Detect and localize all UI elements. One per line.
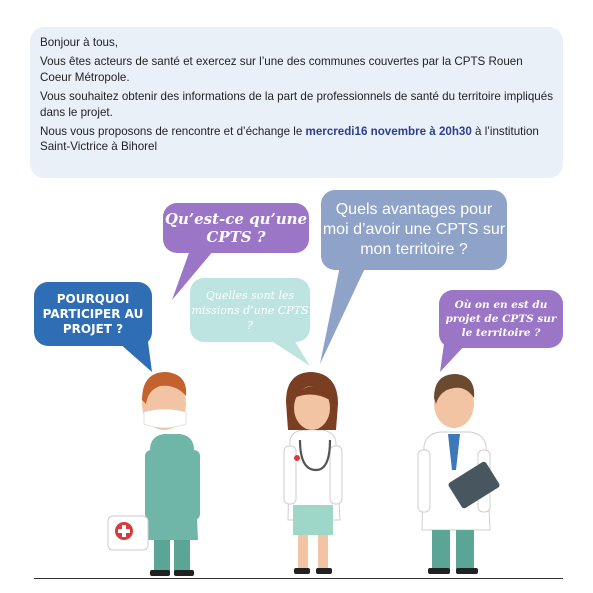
message-line-1: Vous êtes acteurs de santé et exercez sur l’une des communes couvertes par la CPTS Rouen Coeur Métropole. — [40, 55, 523, 84]
doctor-middle — [284, 372, 342, 574]
tail-ouon — [440, 344, 466, 372]
bubble-pourquoi: POURQUOI PARTICIPER AU PROJET ? — [34, 282, 152, 346]
doctor-right — [418, 374, 501, 574]
greeting: Bonjour à tous, — [40, 36, 118, 49]
message-line-2: Vous souhaitez obtenir des informations de la part de professionnels de santé du territoire impliqués dans le projet. — [40, 90, 554, 119]
bottom-divider — [34, 578, 563, 579]
message-line-3-post: à l’institution Saint-Victrice à Bihorel — [40, 125, 539, 154]
event-date: mercredi16 novembre à 20h30 — [305, 125, 472, 139]
bubble-questce: Qu’est-ce qu’une CPTS ? — [163, 203, 309, 253]
bubble-ouon: Où on en est du projet de CPTS sur le territoire ? — [439, 290, 563, 348]
bubble-avantages: Quels avantages pour moi d’avoir une CPTS sur mon territoire ? — [321, 190, 507, 270]
tail-missions — [270, 340, 310, 366]
message-line-3-pre: Nous vous proposons de rencontre et d’échange le — [40, 125, 306, 139]
tail-pourquoi — [118, 342, 152, 372]
medical-kit-icon — [108, 516, 148, 550]
tail-avantages — [320, 266, 366, 364]
doctor-left — [108, 372, 200, 576]
bubble-missions: Quelles sont les missions d’une CPTS ? — [190, 278, 310, 342]
